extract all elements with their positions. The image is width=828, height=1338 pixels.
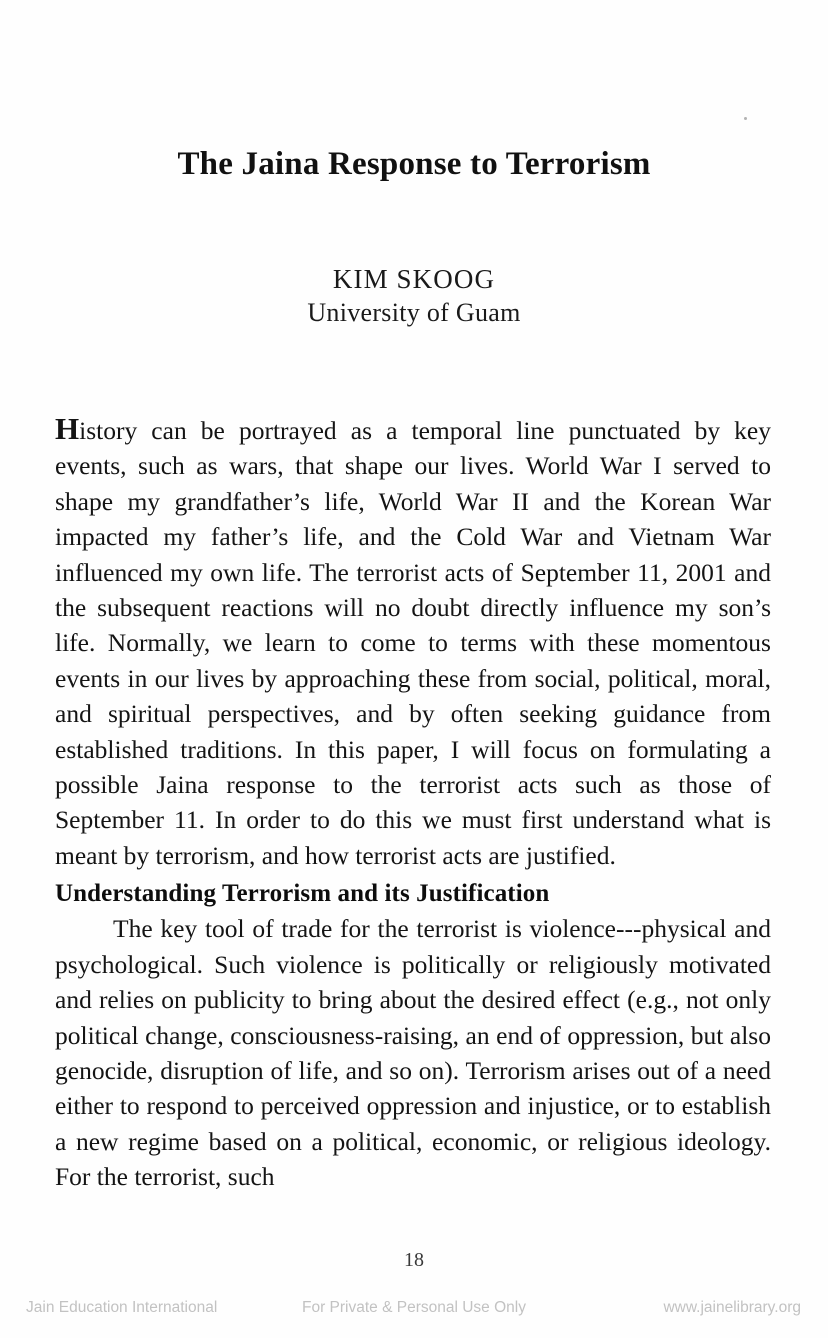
author-name: KIM SKOOG (332, 264, 496, 294)
body-text (55, 413, 771, 1195)
paragraph-opening (55, 413, 771, 873)
footer-usage-notice: For Private & Personal Use Only (302, 1299, 526, 1316)
paragraph-understanding-terrorism: The key tool of trade for the terrorist is violence---physical and psychological. Such violence is politically or religiously motivated and relies on publicity to bring about the desired effect (e.g., not only political change, consciousness-raising, an end of oppression, but also genocide, disruption of life, and so on). Terrorism arises out of a need either to respond to perceived oppression and injustice, or to establish a new regime based on a political, economic, or religious ideology. For the terrorist, such (55, 914, 771, 1192)
author-affiliation: University of Guam (307, 298, 521, 327)
footer-website-url: www.jainelibrary.org (663, 1299, 801, 1316)
scan-artifact-speck (744, 117, 747, 120)
section-heading: Understanding Terrorism and its Justification (55, 880, 550, 908)
paragraph-opening-text: istory can be portrayed as a temporal line punctuated by key events, such as wars, that shape our lives. World War I served to shape my grandfather’s life, World War II and the Korean War impacted my father’s life, and the Cold War and Vietnam War influenced my own life. The terrorist acts of September 11, 2001 and the subsequent reactions will no doubt directly influence my son’s life. Normally, we learn to come to terms with these momentous events in our lives by approaching these from social, political, moral, and spiritual perspectives, and by often seeking guidance from established traditions. In this paper, I will focus on formulating a possible Jaina response to the terrorist acts such as those of September 11. In order to do this we must first understand what is meant by terrorism, and how terrorist acts are justified. (55, 416, 771, 870)
page-title: The Jaina Response to Terrorism (177, 146, 651, 183)
byline (55, 262, 773, 330)
footer-organization: Jain Education International (26, 1299, 218, 1316)
drop-cap-letter: H (55, 411, 80, 446)
page-footer (0, 1296, 828, 1320)
page-number: 18 (404, 1249, 424, 1271)
